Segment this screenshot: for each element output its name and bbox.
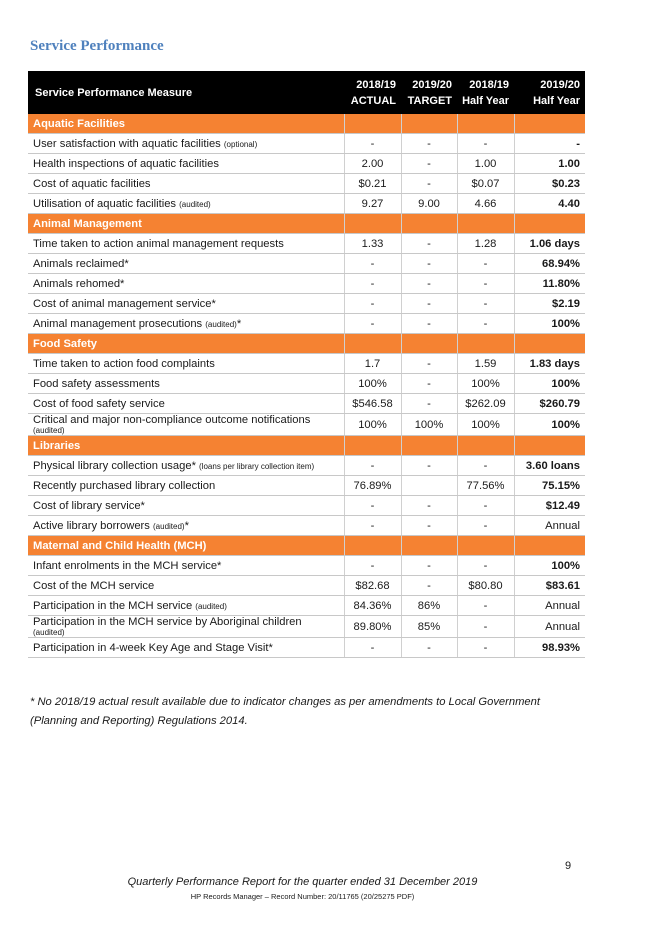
actual-2018-19: 2.00 [344,154,401,174]
half-year-2019-20: 100% [514,556,585,576]
half-year-2019-20: 68.94% [514,254,585,274]
category-name: Maternal and Child Health (MCH) [28,536,344,556]
measure-label: Critical and major non-compliance outcome notifications [33,414,311,426]
half-year-2019-20: $260.79 [514,394,585,414]
target-2019-20: 100% [401,414,457,436]
measure-cell [28,394,344,414]
target-2019-20 [401,476,457,496]
actual-2018-19: - [344,516,401,536]
table-row [28,414,585,436]
category-name: Aquatic Facilities [28,114,344,134]
service-performance-table [28,71,585,658]
half-year-2018-19: - [457,254,514,274]
half-year-2018-19: 77.56% [457,476,514,496]
measure-cell [28,414,344,436]
measure-cell [28,476,344,496]
half-year-2018-19: $262.09 [457,394,514,414]
measure-subnote: (audited) [33,628,65,637]
half-year-2018-19: - [457,456,514,476]
footer-report-title: Quarterly Performance Report for the quarter ended 31 December 2019 [127,876,478,888]
header-measure: Service Performance Measure [28,71,344,114]
category-filler [344,214,401,234]
header-2019-20-target [401,71,457,114]
measure-label: Cost of the MCH service [33,579,155,592]
measure-label: Animal management prosecutions [33,317,203,330]
table-row [28,476,585,496]
target-2019-20: - [401,638,457,658]
table-row [28,616,585,638]
actual-2018-19: - [344,294,401,314]
half-year-2018-19: - [457,274,514,294]
actual-2018-19: - [344,638,401,658]
target-2019-20: 9.00 [401,194,457,214]
category-filler [457,536,514,556]
category-filler [514,436,585,456]
half-year-2019-20: $2.19 [514,294,585,314]
measure-label: Participation in the MCH service by Aboriginal children [33,616,302,628]
target-2019-20: - [401,556,457,576]
measure-cell [28,194,344,214]
actual-2018-19: $546.58 [344,394,401,414]
table-row [28,294,585,314]
half-year-2018-19: 1.00 [457,154,514,174]
measure-cell [28,294,344,314]
measure-cell [28,638,344,658]
measure-label: Food safety assessments [33,377,160,390]
measure-label: Recently purchased library collection [33,479,216,492]
page-title: Service Performance [30,38,164,54]
header-col1-label: ACTUAL [350,94,396,107]
header-2018-19-half-year [457,71,514,114]
target-2019-20: - [401,456,457,476]
category-name: Libraries [28,436,344,456]
half-year-2019-20: 1.83 days [514,354,585,374]
half-year-2019-20: 1.00 [514,154,585,174]
table-row [28,638,585,658]
half-year-2019-20: 1.06 days [514,234,585,254]
measure-label: Utilisation of aquatic facilities [33,197,177,210]
actual-2018-19: - [344,496,401,516]
measure-cell [28,374,344,394]
half-year-2018-19: 100% [457,374,514,394]
measure-cell [28,354,344,374]
table-row [28,456,585,476]
actual-2018-19: 100% [344,374,401,394]
category-row [28,436,585,456]
target-2019-20: 86% [401,596,457,616]
actual-2018-19: - [344,134,401,154]
half-year-2018-19: 4.66 [457,194,514,214]
measure-cell [28,596,344,616]
measure-cell [28,616,344,638]
table-row [28,194,585,214]
category-row [28,334,585,354]
actual-2018-19: $0.21 [344,174,401,194]
table-row [28,154,585,174]
half-year-2018-19: - [457,596,514,616]
target-2019-20: - [401,354,457,374]
measure-cell [28,154,344,174]
measure-cell [28,234,344,254]
measure-note: (audited) [153,521,185,531]
header-col2-label: TARGET [407,94,452,107]
target-2019-20: 85% [401,616,457,638]
half-year-2018-19: - [457,516,514,536]
category-row [28,214,585,234]
actual-2018-19: - [344,254,401,274]
actual-2018-19: - [344,456,401,476]
half-year-2018-19: - [457,556,514,576]
footer-record-number: HP Records Manager – Record Number: 20/11765 (20/25275 PDF) [190,892,415,901]
footnote: * No 2018/19 actual result available due to indicator changes as per amendments to Local Government (Planning and Reporting) Regulations 2014. [30,696,540,727]
category-filler [401,436,457,456]
measure-cell [28,496,344,516]
measure-cell [28,516,344,536]
half-year-2019-20: Annual [514,516,585,536]
measure-note: (audited) [195,601,227,611]
measure-cell [28,576,344,596]
measure-label: Participation in the MCH service [33,599,193,612]
target-2019-20: - [401,174,457,194]
category-filler [401,114,457,134]
table-row [28,556,585,576]
header-col1-year: 2018/19 [356,78,396,91]
half-year-2019-20: 100% [514,374,585,394]
actual-2018-19: 100% [344,414,401,436]
half-year-2018-19: - [457,638,514,658]
half-year-2019-20: 100% [514,414,585,436]
header-col2-year: 2019/20 [412,78,452,91]
measure-label: Physical library collection usage* [33,459,196,472]
category-filler [514,114,585,134]
table-row [28,174,585,194]
measure-label: Cost of library service* [33,499,145,512]
half-year-2018-19: - [457,616,514,638]
target-2019-20: - [401,154,457,174]
measure-label: Cost of animal management service* [33,297,216,310]
half-year-2019-20: Annual [514,596,585,616]
actual-2018-19: - [344,274,401,294]
half-year-2019-20: $0.23 [514,174,585,194]
target-2019-20: - [401,314,457,334]
measure-label: Cost of food safety service [33,397,165,410]
category-filler [401,214,457,234]
target-2019-20: - [401,496,457,516]
category-filler [514,334,585,354]
target-2019-20: - [401,234,457,254]
half-year-2018-19: - [457,314,514,334]
category-name: Food Safety [28,334,344,354]
target-2019-20: - [401,254,457,274]
category-filler [457,214,514,234]
category-filler [457,114,514,134]
table-row [28,576,585,596]
target-2019-20: - [401,134,457,154]
category-filler [344,334,401,354]
actual-2018-19: 9.27 [344,194,401,214]
table-body [28,114,585,658]
header-2018-19-actual [344,71,401,114]
actual-2018-19: 89.80% [344,616,401,638]
measure-label: Participation in 4-week Key Age and Stage Visit* [33,641,273,654]
half-year-2018-19: $80.80 [457,576,514,596]
half-year-2018-19: $0.07 [457,174,514,194]
target-2019-20: - [401,294,457,314]
measure-subnote: (audited) [33,426,65,435]
measure-cell [28,174,344,194]
measure-cell [28,556,344,576]
actual-2018-19: - [344,314,401,334]
measure-note: (audited) [179,199,211,209]
header-2019-20-half-year [514,71,585,114]
category-row [28,114,585,134]
target-2019-20: - [401,274,457,294]
half-year-2019-20: 4.40 [514,194,585,214]
measure-suffix: * [236,317,242,330]
category-filler [457,334,514,354]
measure-label: Health inspections of aquatic facilities [33,157,219,170]
table-row [28,234,585,254]
actual-2018-19: 1.7 [344,354,401,374]
half-year-2018-19: 1.59 [457,354,514,374]
measure-cell [28,456,344,476]
category-row [28,536,585,556]
measure-label: Active library borrowers [33,519,150,532]
half-year-2019-20: 75.15% [514,476,585,496]
table-row [28,134,585,154]
half-year-2019-20: 3.60 loans [514,456,585,476]
header-col4-label: Half Year [533,94,580,107]
measure-cell [28,134,344,154]
table-row [28,254,585,274]
category-filler [344,114,401,134]
header-col4-year: 2019/20 [540,78,580,91]
actual-2018-19: 84.36% [344,596,401,616]
half-year-2018-19: 1.28 [457,234,514,254]
measure-label: Animals rehomed* [33,277,125,290]
category-filler [401,536,457,556]
category-filler [457,436,514,456]
target-2019-20: - [401,374,457,394]
target-2019-20: - [401,576,457,596]
category-name: Animal Management [28,214,344,234]
table-row [28,496,585,516]
table-row [28,354,585,374]
measure-label: Time taken to action animal management requests [33,237,284,250]
table-row [28,596,585,616]
page-number: 9 [565,860,572,872]
target-2019-20: - [401,516,457,536]
table-row [28,314,585,334]
measure-label: Cost of aquatic facilities [33,177,151,190]
measure-note: (loans per library collection item) [199,461,315,471]
target-2019-20: - [401,394,457,414]
half-year-2019-20: - [514,134,585,154]
table-row [28,394,585,414]
half-year-2018-19: - [457,134,514,154]
header-col3-label: Half Year [462,94,509,107]
category-filler [344,536,401,556]
half-year-2018-19: 100% [457,414,514,436]
measure-suffix: * [184,519,189,532]
measure-cell [28,274,344,294]
category-filler [514,536,585,556]
header-col3-year: 2018/19 [469,78,509,91]
table-row [28,516,585,536]
table-row [28,374,585,394]
half-year-2019-20: 100% [514,314,585,334]
measure-note: (audited) [205,319,237,329]
table-header-row [28,71,585,114]
half-year-2019-20: $12.49 [514,496,585,516]
category-filler [401,334,457,354]
measure-label: User satisfaction with aquatic facilities [33,137,221,150]
measure-label: Infant enrolments in the MCH service* [33,559,222,572]
actual-2018-19: 1.33 [344,234,401,254]
measure-label: Animals reclaimed* [33,257,129,270]
table-row [28,274,585,294]
actual-2018-19: $82.68 [344,576,401,596]
measure-note: (optional) [223,139,258,149]
measure-label: Time taken to action food complaints [33,357,215,370]
category-filler [344,436,401,456]
half-year-2019-20: 11.80% [514,274,585,294]
half-year-2018-19: - [457,496,514,516]
category-filler [514,214,585,234]
half-year-2019-20: 98.93% [514,638,585,658]
measure-cell [28,254,344,274]
actual-2018-19: - [344,556,401,576]
half-year-2019-20: Annual [514,616,585,638]
half-year-2019-20: $83.61 [514,576,585,596]
measure-cell [28,314,344,334]
half-year-2018-19: - [457,294,514,314]
actual-2018-19: 76.89% [344,476,401,496]
